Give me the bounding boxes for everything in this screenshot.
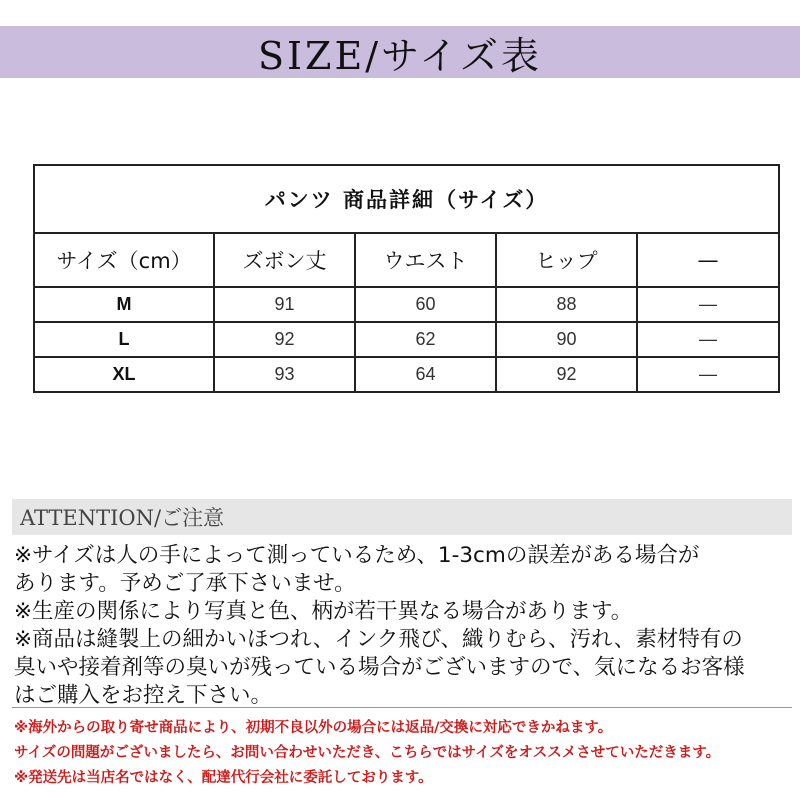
note-line: はご購入をお控え下さい。 xyxy=(14,683,273,708)
attention-heading: ATTENTION/ご注意 xyxy=(20,506,225,530)
table-row xyxy=(34,322,779,357)
cell-extra: — xyxy=(637,322,779,357)
table-row xyxy=(34,357,779,392)
note-line: 臭いや接着剤等の臭いが残っている場合がございますので、気になるお客様 xyxy=(14,655,745,680)
note-line: ※サイズは人の手によって測っているため、1-3cmの誤差がある場合が xyxy=(14,543,700,568)
attention-bar xyxy=(12,499,792,535)
cell-extra: — xyxy=(637,357,779,392)
table-caption: パンツ 商品詳細（サイズ） xyxy=(34,165,779,233)
note-line: ※商品は縫製上の細かいほつれ、インク飛び、織りむら、汚れ、素材特有の xyxy=(14,627,743,652)
cell-waist: 60 xyxy=(355,287,496,322)
title-banner xyxy=(0,26,800,78)
size-table xyxy=(33,164,780,393)
cell-size: M xyxy=(34,287,214,322)
note-line: ※生産の関係により写真と色、柄が若干異なる場合があります。 xyxy=(14,599,633,624)
table-header-row xyxy=(34,233,779,287)
cell-length: 91 xyxy=(214,287,355,322)
cell-hip: 90 xyxy=(496,322,637,357)
header-extra: — xyxy=(637,233,779,287)
footer-notes xyxy=(14,716,794,791)
header-length: ズボン丈 xyxy=(214,233,355,287)
header-hip: ヒップ xyxy=(496,233,637,287)
note-line: あります。予めご了承下さいませ。 xyxy=(14,571,356,596)
footer-line: サイズの問題がございましたら、お問い合わせいただき、こちらではサイズをオススメさせていただきます。 xyxy=(14,745,721,761)
footer-line: ※発送先は当店名ではなく、配達代行会社に委託しております。 xyxy=(14,770,433,786)
table-caption-row xyxy=(34,165,779,233)
header-waist: ウエスト xyxy=(355,233,496,287)
page-title: SIZE/サイズ表 xyxy=(258,33,542,78)
cell-waist: 62 xyxy=(355,322,496,357)
cell-waist: 64 xyxy=(355,357,496,392)
cell-length: 93 xyxy=(214,357,355,392)
divider xyxy=(12,707,792,708)
table-row xyxy=(34,287,779,322)
cell-length: 92 xyxy=(214,322,355,357)
cell-size: L xyxy=(34,322,214,357)
attention-notes xyxy=(14,542,794,710)
cell-hip: 88 xyxy=(496,287,637,322)
cell-hip: 92 xyxy=(496,357,637,392)
cell-size: XL xyxy=(34,357,214,392)
cell-extra: — xyxy=(637,287,779,322)
footer-line: ※海外からの取り寄せ商品により、初期不良以外の場合には返品/交換に対応できかねます。 xyxy=(14,720,613,736)
header-size: サイズ（cm） xyxy=(34,233,214,287)
